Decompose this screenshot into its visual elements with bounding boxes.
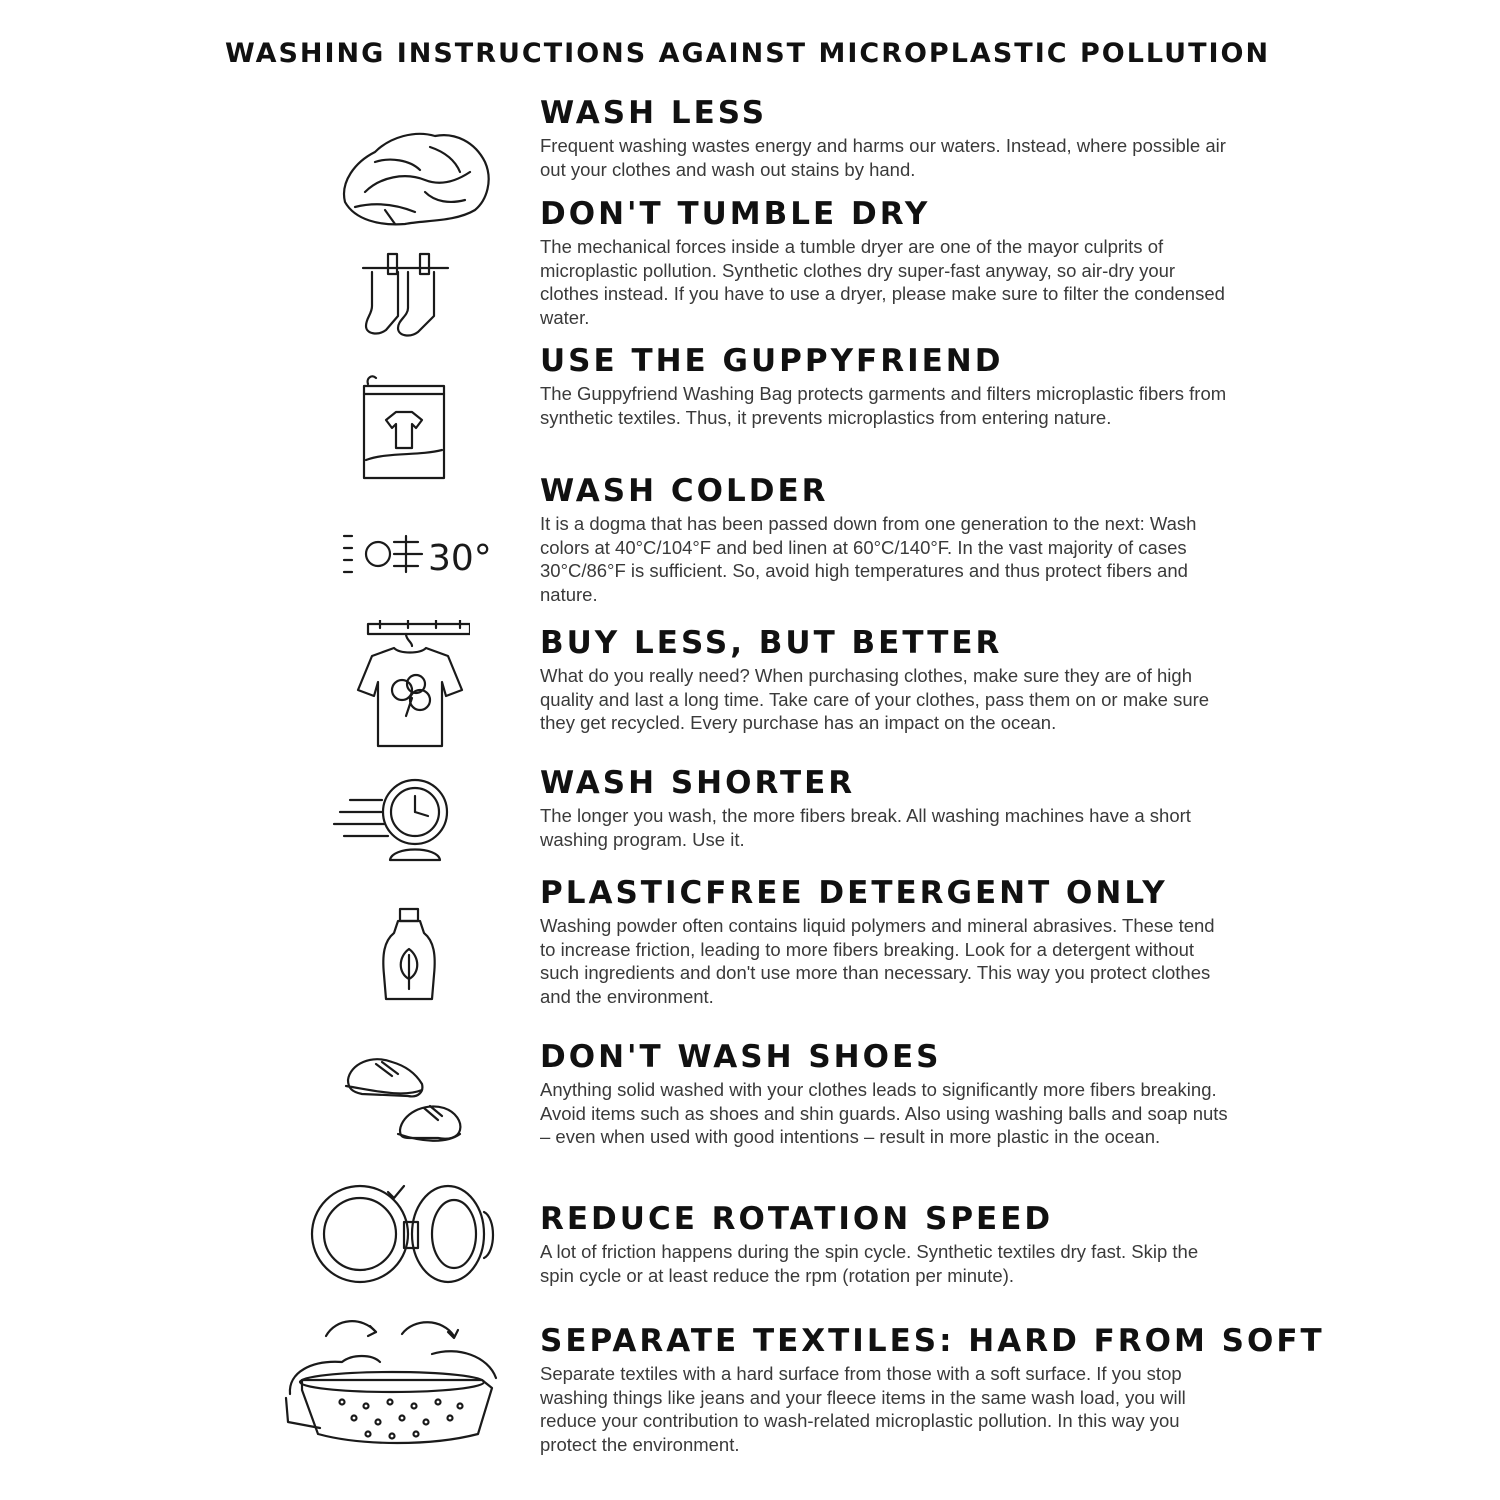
section-text: Washing powder often contains liquid polymers and mineral abrasives. These tend to increase friction, leading to more fibers breaking. Look for a detergent without such ingredients and don't use more than necessary. This way you protect clothes and the environment. [540,915,1215,1007]
sneakers-icon [342,1040,464,1145]
section-text: The Guppyfriend Washing Bag protects garments and filters microplastic fibers from synthetic textiles. Thus, it prevents microplastics from entering nature. [540,383,1227,428]
section-reduce-rotation-speed [540,1200,1230,1287]
section-buy-less-but-better [540,624,1230,735]
section-dont-wash-shoes [540,1038,1230,1149]
section-wash-colder [540,472,1230,606]
section-text: Separate textiles with a hard surface from those with a soft surface. If you stop washing things like jeans and your fleece items in the same wash load, you will reduce your contribution to wash-related microplastic pollution. In this way you protect the environment. [540,1363,1186,1455]
section-separate-textiles [540,1322,1325,1456]
temperature-30-icon [338,530,493,578]
temperature-label: 30° [428,538,492,578]
section-heading: PLASTICFREE DETERGENT ONLY [540,875,1168,911]
section-wash-shorter [540,764,1230,851]
detergent-bottle-icon [378,905,440,1005]
section-text: The mechanical forces inside a tumble dryer are one of the mayor culprits of microplastic pollution. Synthetic clothes dry super-fast anyway, so air-dry your clothes instead. If you have to use a dryer, please make sure to filter the condensed water. [540,236,1225,328]
section-use-the-guppyfriend [540,342,1230,429]
section-heading: DON'T WASH SHOES [540,1039,942,1075]
section-heading: WASH SHORTER [540,765,856,801]
section-heading: WASH LESS [540,95,768,131]
section-text: Frequent washing wastes energy and harms our waters. Instead, where possible air out your clothes and wash out stains by hand. [540,135,1226,180]
washer-door-icon [308,1182,498,1287]
socks-clothesline-icon [358,246,453,341]
section-text: It is a dogma that has been passed down from one generation to the next: Wash colors at 40°C/104°F and bed linen at 60°C/140°F. In the vast majority of cases 30°C/86°F is sufficient. So, avoid high temperatures and thus protect fibers and nature. [540,513,1197,605]
section-plasticfree-detergent-only [540,874,1230,1008]
section-text: A lot of friction happens during the spin cycle. Synthetic textiles dry fast. Skip the spin cycle or at least reduce the rpm (rotation per minute). [540,1241,1199,1286]
section-heading: WASH COLDER [540,473,829,509]
shirt-hanger-icon [350,620,470,750]
fast-clock-icon [330,770,455,865]
section-heading: SEPARATE TEXTILES: HARD FROM SOFT [540,1323,1325,1359]
section-heading: REDUCE ROTATION SPEED [540,1201,1054,1237]
section-heading: DON'T TUMBLE DRY [540,196,931,232]
clothes-pile-icon [335,122,495,230]
laundry-basket-icon [282,1310,507,1448]
section-heading: USE THE GUPPYFRIEND [540,343,1004,379]
section-text: The longer you wash, the more fibers break. All washing machines have a short washing program. Use it. [540,805,1191,850]
washing-bag-icon [358,372,450,482]
section-text: Anything solid washed with your clothes leads to significantly more fibers breaking. Avoid items such as shoes and shin guards. Also using washing balls and soap nuts – even when used with good intentions – result in more plastic in the ocean. [540,1079,1228,1148]
page-title: WASHING INSTRUCTIONS AGAINST MICROPLASTIC POLLUTION [225,38,1271,69]
section-wash-less [540,94,1230,181]
section-text: What do you really need? When purchasing clothes, make sure they are of high quality and last a long time. Take care of your clothes, pass them on or make sure they get recycled. Every purchase has an impact on the ocean. [540,665,1210,734]
section-heading: BUY LESS, BUT BETTER [540,625,1003,661]
section-dont-tumble-dry [540,195,1230,329]
